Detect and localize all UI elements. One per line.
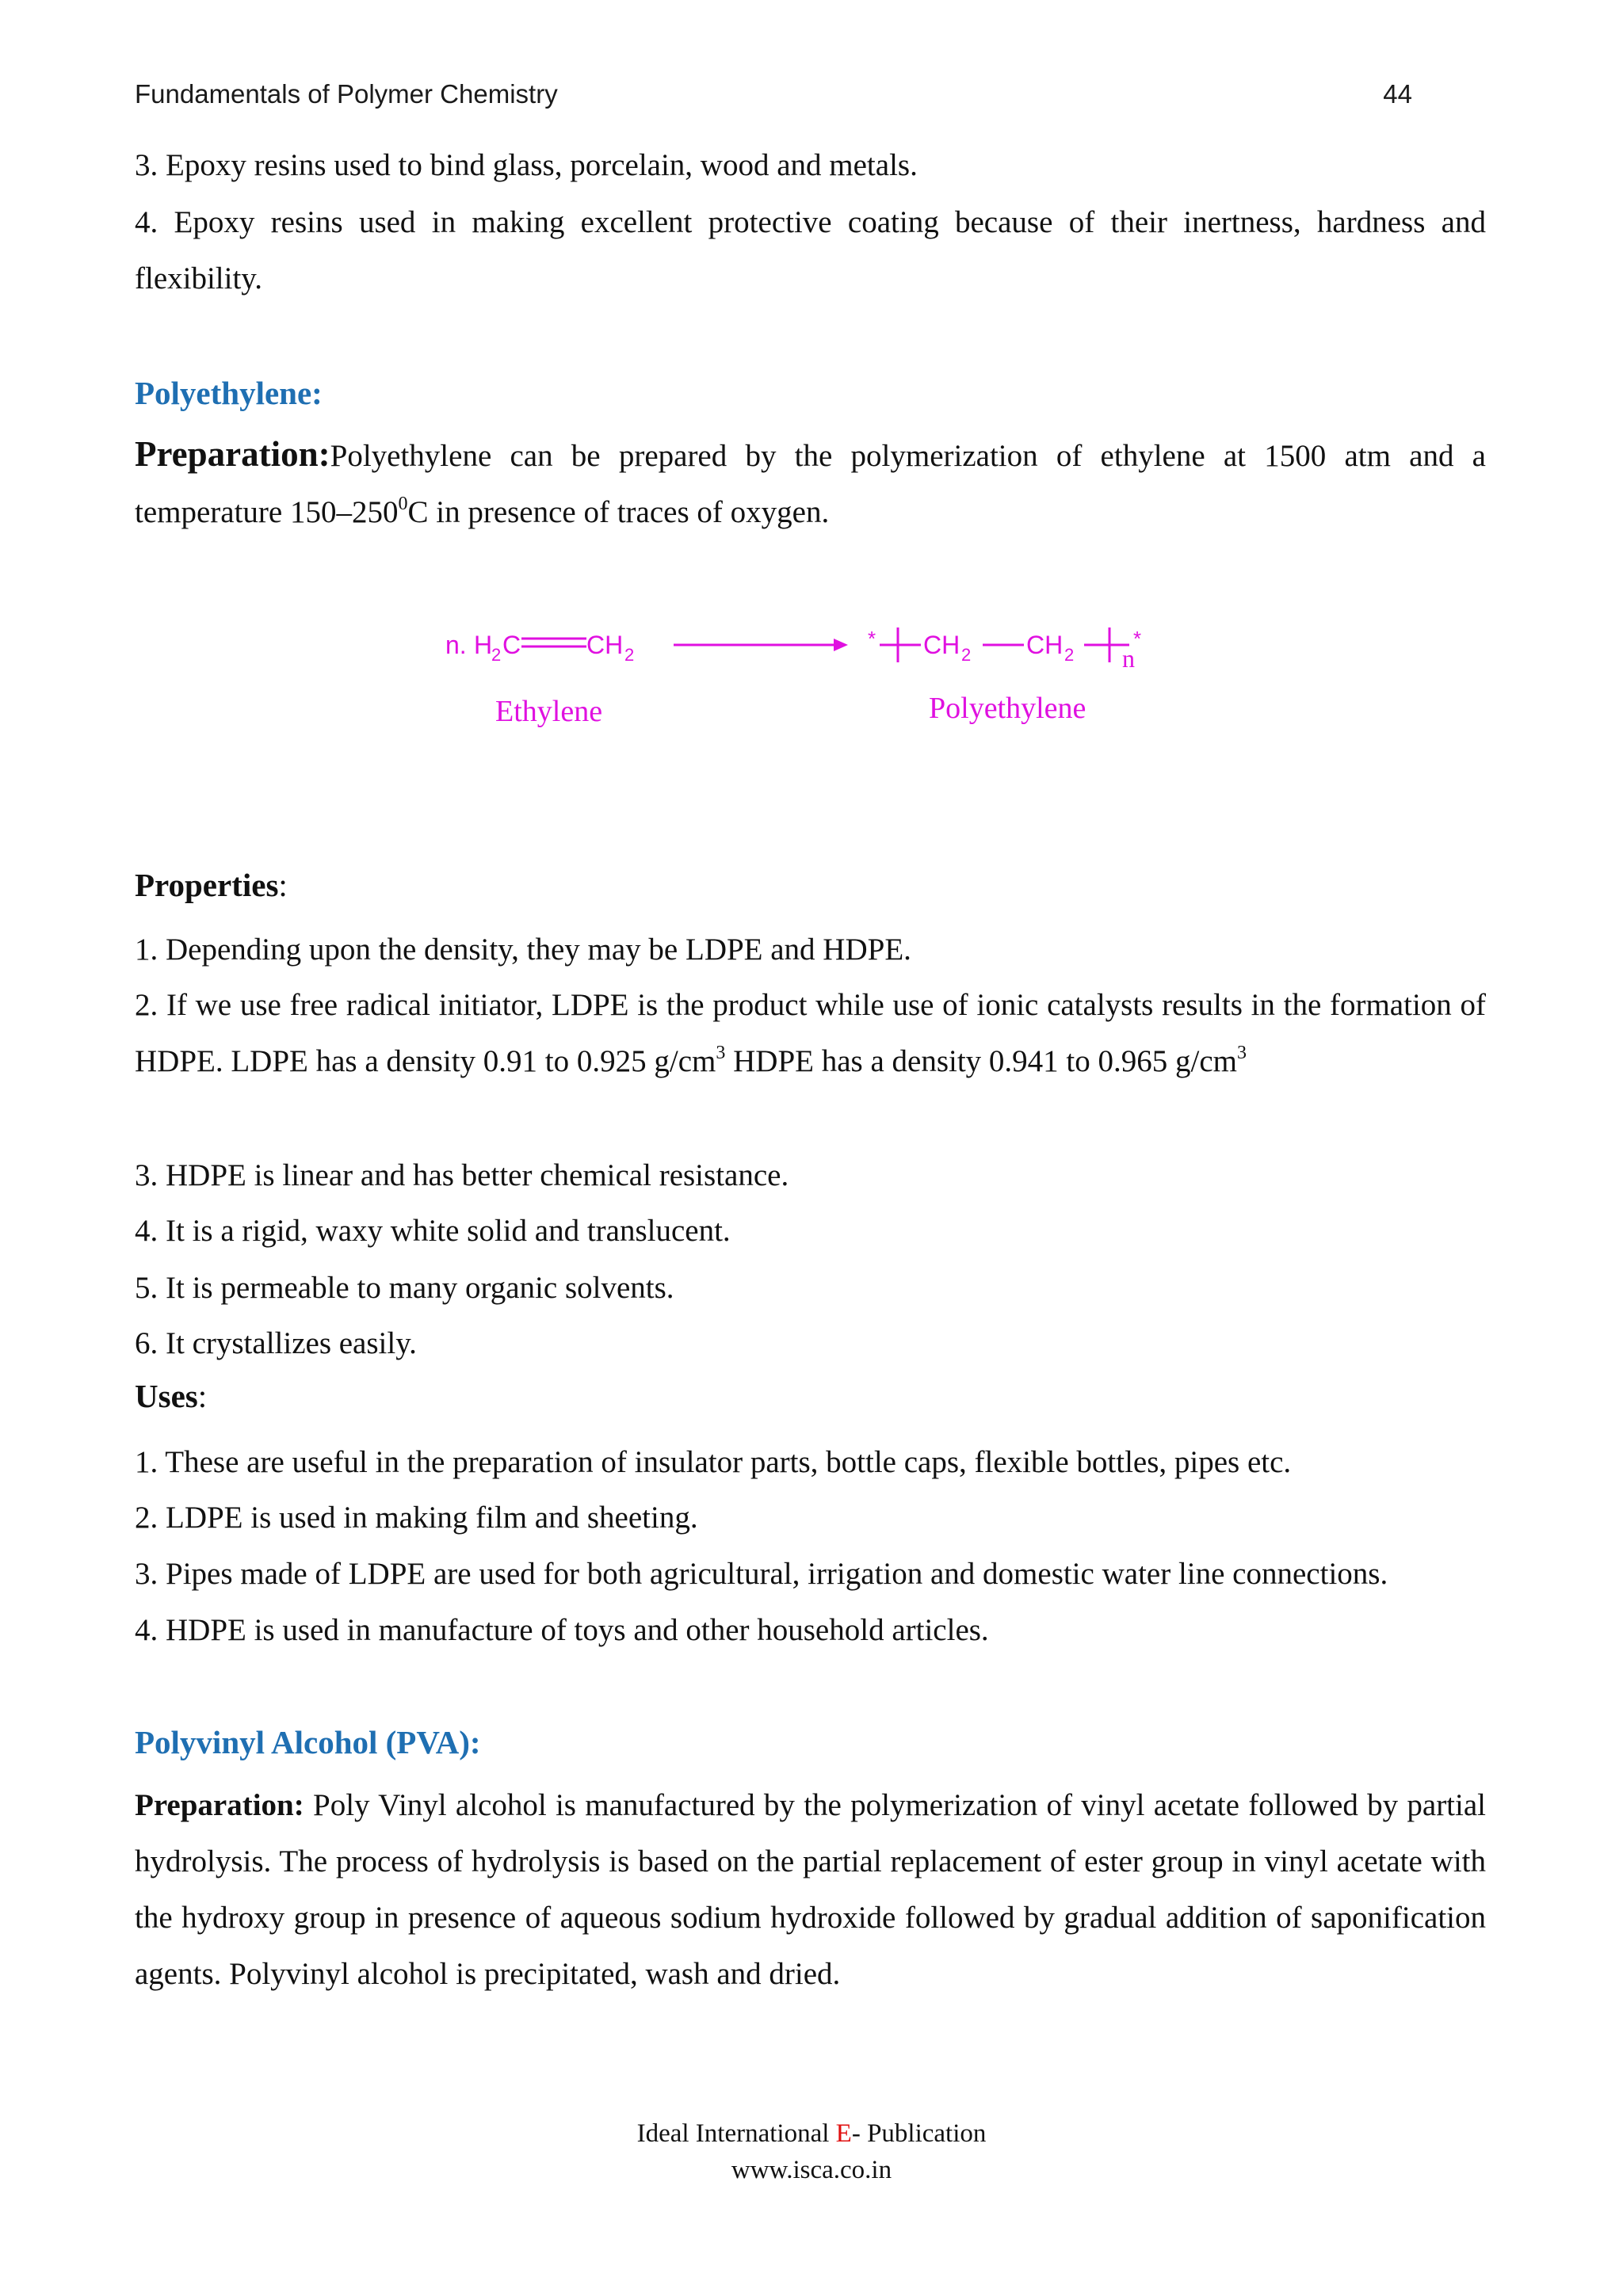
preparation-text-2: C in presence of traces of oxygen. [407, 495, 830, 529]
reactant-h: H [474, 631, 493, 659]
page-footer [0, 2115, 1623, 2188]
product-end-star: * [1133, 627, 1142, 650]
property-2-text-b: HDPE has a density 0.941 to 0.965 g/cm [725, 1044, 1237, 1078]
reactant-sub-2b: 2 [624, 645, 635, 665]
page-header [135, 79, 1412, 119]
pva-preparation-label: Preparation: [135, 1788, 304, 1822]
reactant-c1: C [502, 631, 521, 659]
product-name: Polyethylene [929, 692, 1086, 725]
properties-label: Properties [135, 867, 279, 903]
epoxy-use-4: 4. Epoxy resins used in making excellent protective coating because of their inertness, hardness and flexibility. [135, 205, 1486, 296]
properties-colon: : [278, 867, 288, 903]
preparation-text-1: Polyethylene can be prepared by the polymerization of ethylene at 1500 atm and a temperature 150–250 [135, 439, 1486, 529]
product-ch2-1: CH [923, 631, 960, 659]
uses-colon: : [197, 1378, 208, 1414]
reaction-arrow-head [834, 639, 848, 651]
pva-heading: Polyvinyl Alcohol (PVA): [135, 1724, 481, 1760]
product-start-star: * [868, 627, 876, 650]
property-2-text-a: 2. If we use free radical initiator, LDPE is the product while use of ionic catalysts results in the formation of HDPE. LDPE has a density 0.91 to 0.925 g/cm [135, 988, 1486, 1078]
use-3: 3. Pipes made of LDPE are used for both agricultural, irrigation and domestic water line connections. [135, 1557, 1388, 1591]
degree-superscript: 0 [398, 494, 408, 514]
product-sub-2a: 2 [961, 645, 972, 665]
property-1: 1. Depending upon the density, they may be LDPE and HDPE. [135, 933, 911, 967]
cm3-superscript-2: 3 [1237, 1043, 1247, 1063]
repeat-subscript-n: n [1122, 644, 1135, 673]
epoxy-use-3: 3. Epoxy resins used to bind glass, porcelain, wood and metals. [135, 148, 918, 182]
product-sub-2b: 2 [1064, 645, 1075, 665]
use-4: 4. HDPE is used in manufacture of toys and other household articles. [135, 1613, 989, 1647]
polyethylene-heading: Polyethylene: [135, 375, 323, 411]
use-2: 2. LDPE is used in making film and sheeting. [135, 1501, 698, 1535]
page-number: 44 [1383, 79, 1412, 109]
uses-label: Uses [135, 1378, 198, 1414]
book-title: Fundamentals of Polymer Chemistry [135, 79, 558, 109]
property-5: 5. It is permeable to many organic solvents. [135, 1271, 674, 1305]
reactant-c2: CH [586, 631, 624, 659]
reactant-sub-2a: 2 [491, 645, 502, 665]
publisher-website: www.isca.co.in [731, 2156, 892, 2184]
publisher-text-a: Ideal International [636, 2119, 836, 2148]
reactant-name: Ethylene [495, 695, 603, 728]
publisher-e-letter: E [835, 2119, 852, 2148]
use-1: 1. These are useful in the preparation of insulator parts, bottle caps, flexible bottles, pipes etc. [135, 1445, 1292, 1479]
pva-preparation-text: Poly Vinyl alcohol is manufactured by the polymerization of vinyl acetate followed by partial hydrolysis. The process of hydrolysis is based on the partial replacement of ester group in vinyl acetate with the hydroxy group in presence of aqueous sodium hydroxide followed by gradual addition of saponification agents. Polyvinyl alcohol is precipitated, wash and dried. [135, 1788, 1486, 1991]
polymerization-reaction-scheme [436, 610, 1197, 745]
polyethylene-preparation [135, 426, 1486, 540]
publisher-text-b: - Publication [851, 2119, 987, 2148]
property-6: 6. It crystallizes easily. [135, 1326, 417, 1360]
property-4: 4. It is a rigid, waxy white solid and translucent. [135, 1214, 731, 1248]
reactant-prefix: n. [445, 631, 467, 659]
uses-heading [135, 1377, 207, 1415]
properties-heading [135, 866, 288, 904]
property-3: 3. HDPE is linear and has better chemical resistance. [135, 1158, 789, 1192]
publisher-line [0, 2115, 1623, 2152]
preparation-label: Preparation: [135, 434, 330, 474]
pva-preparation [135, 1777, 1486, 2002]
property-2 [135, 977, 1486, 1089]
product-ch2-2: CH [1026, 631, 1064, 659]
cm3-superscript-1: 3 [716, 1043, 726, 1063]
